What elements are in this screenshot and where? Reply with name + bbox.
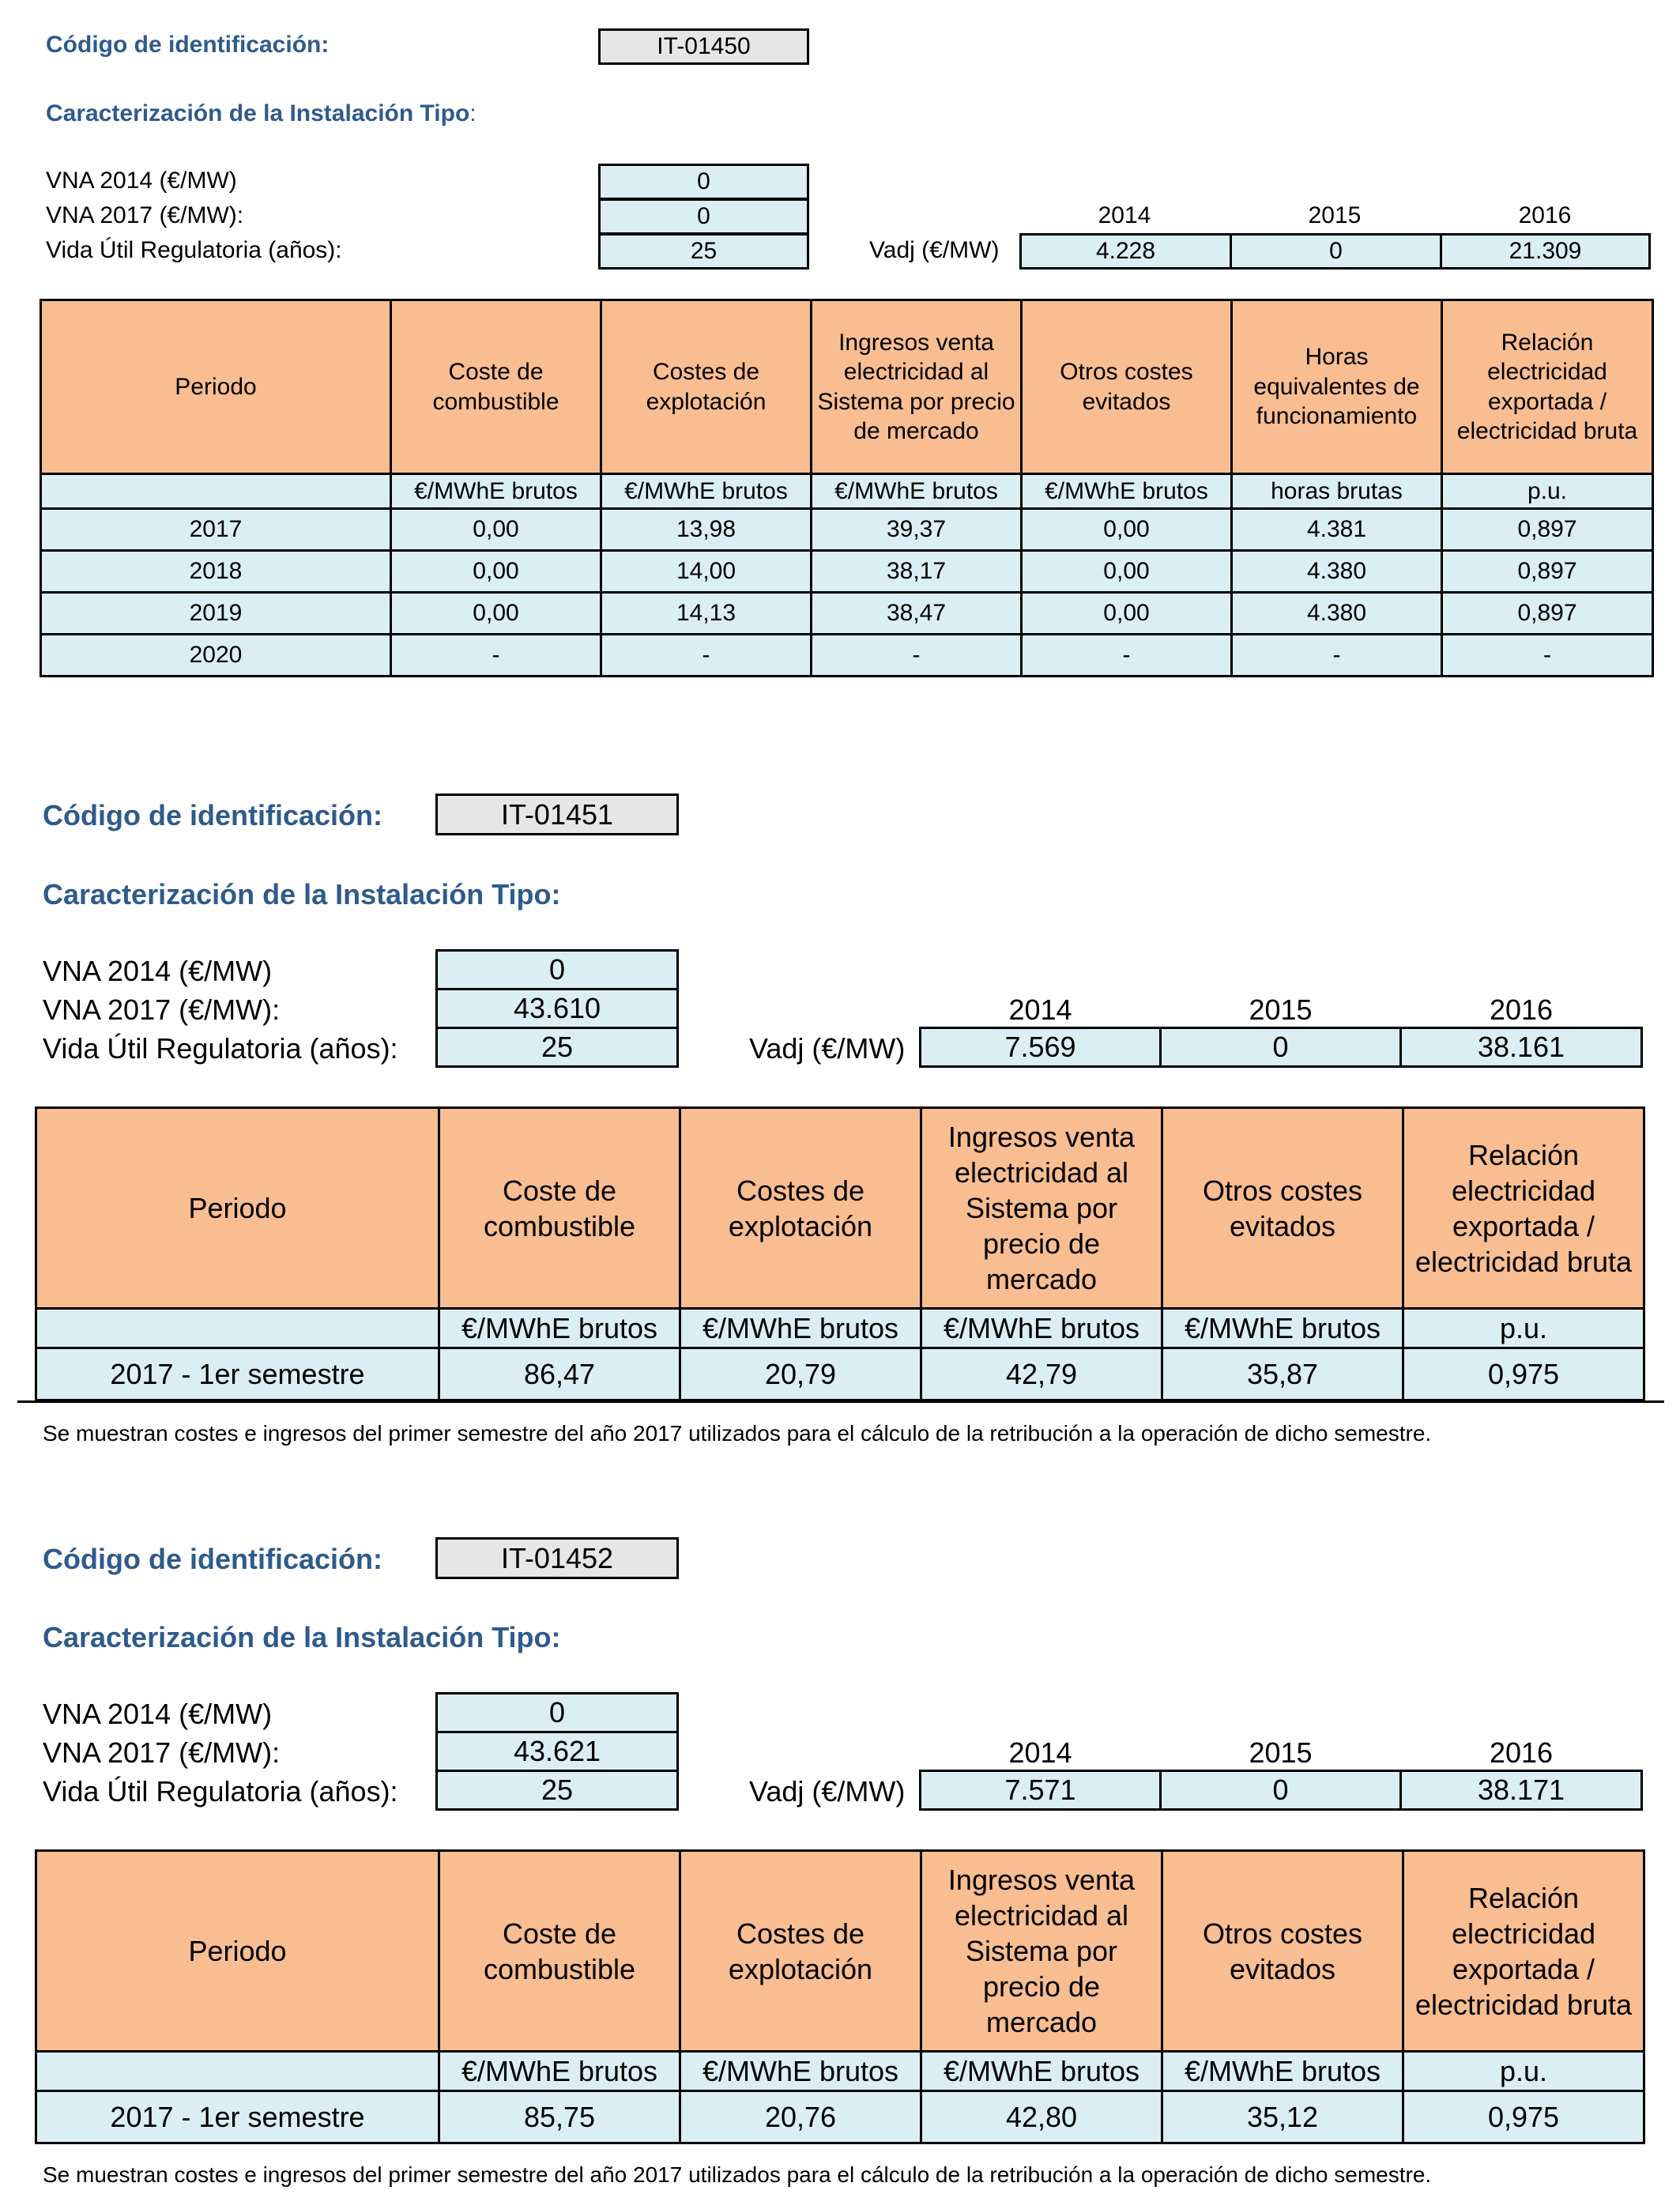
table-cell: 14,00 (601, 551, 812, 593)
vadj-2014-value: 7.569 (919, 1027, 1162, 1068)
vna2014-label: VNA 2014 (€/MW) (46, 168, 237, 194)
caracterizacion-label (46, 100, 477, 127)
table-cell: - (1442, 635, 1653, 677)
table-cell: 0,975 (1403, 1348, 1644, 1400)
vna2017-value: 0 (598, 198, 809, 235)
table-row (41, 635, 1653, 677)
units-row (36, 1309, 1644, 1348)
vadj-label: Vadj (€/MW) (869, 237, 1000, 263)
table-row (41, 509, 1653, 551)
data-table (35, 1849, 1645, 2144)
vadj-2014-value: 4.228 (1019, 233, 1232, 270)
table-row (41, 551, 1653, 593)
vadj-2015-value: 0 (1159, 1027, 1402, 1068)
col-periodo: Periodo (36, 1108, 439, 1309)
col-coste-combustible: Coste de combustible (439, 1851, 680, 2052)
table-cell: 0,897 (1442, 593, 1653, 635)
header-row (36, 1851, 1644, 2052)
codigo-value: IT-01451 (435, 794, 679, 835)
table-cell: 38,17 (812, 551, 1022, 593)
vida-value: 25 (435, 1770, 679, 1811)
table-cell: 38,47 (812, 593, 1022, 635)
table-row (36, 1348, 1644, 1400)
table-row (41, 593, 1653, 635)
unit-cell: €/MWhE brutos (601, 474, 812, 509)
table-cell: 42,80 (921, 2091, 1162, 2143)
table-cell: - (391, 635, 601, 677)
table-cell: - (1232, 635, 1442, 677)
unit-cell: horas brutas (1232, 474, 1442, 509)
vna2014-value: 0 (435, 1692, 679, 1733)
col-relacion-electricidad: Relación electricidad exportada / electricidad bruta (1403, 1108, 1644, 1309)
col-costes-explotacion: Costes de explotación (680, 1108, 921, 1309)
year-2015: 2015 (1308, 202, 1362, 228)
vida-value: 25 (435, 1027, 679, 1068)
unit-cell: p.u. (1442, 474, 1653, 509)
col-ingresos-venta: Ingresos venta electricidad al Sistema por precio de mercado (812, 300, 1022, 474)
caracterizacion-colon: : (469, 100, 477, 126)
year-2015: 2015 (1249, 993, 1313, 1026)
vida-value: 25 (598, 233, 809, 270)
note-text: Se muestran costes e ingresos del primer semestre del año 2017 utilizados para el cálculo de la retribución a la operación de dicho semestre. (43, 1421, 1432, 1446)
vna2017-label: VNA 2017 (€/MW): (43, 1736, 281, 1769)
col-coste-combustible: Coste de combustible (391, 300, 601, 474)
unit-cell: €/MWhE brutos (391, 474, 601, 509)
vna2014-value: 0 (435, 949, 679, 990)
year-2016: 2016 (1489, 1736, 1554, 1769)
table-row (36, 2091, 1644, 2143)
table-cell: 4.380 (1232, 551, 1442, 593)
col-ingresos-venta: Ingresos venta electricidad al Sistema por precio de mercado (921, 1851, 1162, 2052)
caracterizacion-text: Caracterización de la Instalación Tipo (43, 878, 552, 910)
units-row (41, 474, 1653, 509)
table-cell: 2020 (41, 635, 391, 677)
col-coste-combustible: Coste de combustible (439, 1108, 680, 1309)
caracterizacion-label (43, 878, 561, 911)
vna2017-value: 43.621 (435, 1731, 679, 1772)
note-text: Se muestran costes e ingresos del primer semestre del año 2017 utilizados para el cálculo de la retribución a la operación de dicho semestre. (43, 2162, 1432, 2187)
table-cell: - (601, 635, 812, 677)
codigo-label: Código de identificación: (46, 32, 330, 58)
table-cell: 0,00 (1022, 593, 1232, 635)
unit-cell (41, 474, 391, 509)
table-cell: 35,87 (1162, 1348, 1403, 1400)
vna2017-value: 43.610 (435, 988, 679, 1029)
page-separator-line (17, 1400, 1664, 1403)
vida-label: Vida Útil Regulatoria (años): (43, 1775, 398, 1808)
header-row (41, 300, 1653, 474)
unit-cell: p.u. (1403, 2052, 1644, 2091)
table-cell: 14,13 (601, 593, 812, 635)
unit-cell: €/MWhE brutos (1022, 474, 1232, 509)
table-cell: 4.380 (1232, 593, 1442, 635)
vna2014-label: VNA 2014 (€/MW) (43, 955, 273, 987)
table-cell: 13,98 (601, 509, 812, 551)
table-cell: 0,00 (391, 509, 601, 551)
table-cell: 0,975 (1403, 2091, 1644, 2143)
col-periodo: Periodo (41, 300, 391, 474)
unit-cell (36, 2052, 439, 2091)
vida-label: Vida Útil Regulatoria (años): (46, 237, 342, 263)
table-cell: 0,00 (1022, 551, 1232, 593)
vadj-2014-value: 7.571 (919, 1770, 1162, 1811)
year-2014: 2014 (1008, 1736, 1072, 1769)
col-horas-equivalentes: Horas equivalentes de funcionamiento (1232, 300, 1442, 474)
table-cell: 42,79 (921, 1348, 1162, 1400)
unit-cell: €/MWhE brutos (439, 2052, 680, 2091)
table-cell: 2017 (41, 509, 391, 551)
col-costes-explotacion: Costes de explotación (680, 1851, 921, 2052)
table-cell: 35,12 (1162, 2091, 1403, 2143)
col-otros-costes: Otros costes evitados (1162, 1851, 1403, 2052)
caracterizacion-text: Caracterización de la Instalación Tipo (43, 1621, 552, 1653)
col-otros-costes: Otros costes evitados (1162, 1108, 1403, 1309)
year-2016: 2016 (1489, 993, 1554, 1026)
caracterizacion-text: Caracterización de la Instalación Tipo (46, 100, 470, 126)
header-row (36, 1108, 1644, 1309)
vna2014-label: VNA 2014 (€/MW) (43, 1698, 273, 1730)
vadj-label: Vadj (€/MW) (749, 1032, 906, 1065)
table-cell: 39,37 (812, 509, 1022, 551)
unit-cell: €/MWhE brutos (921, 2052, 1162, 2091)
vna2014-value: 0 (598, 164, 809, 200)
unit-cell: €/MWhE brutos (1162, 1309, 1403, 1348)
unit-cell: €/MWhE brutos (439, 1309, 680, 1348)
unit-cell: €/MWhE brutos (921, 1309, 1162, 1348)
year-2014: 2014 (1008, 993, 1072, 1026)
table-cell: 0,00 (391, 551, 601, 593)
unit-cell (36, 1309, 439, 1348)
col-otros-costes: Otros costes evitados (1022, 300, 1232, 474)
vadj-2016-value: 21.309 (1440, 233, 1651, 270)
unit-cell: p.u. (1403, 1309, 1644, 1348)
col-ingresos-venta: Ingresos venta electricidad al Sistema por precio de mercado (921, 1108, 1162, 1309)
table-cell: 20,79 (680, 1348, 921, 1400)
table-cell: 0,00 (1022, 509, 1232, 551)
table-cell: 0,897 (1442, 509, 1653, 551)
table-cell: - (812, 635, 1022, 677)
codigo-value: IT-01452 (435, 1537, 679, 1579)
year-2015: 2015 (1249, 1736, 1313, 1769)
vadj-2015-value: 0 (1230, 233, 1442, 270)
data-table (40, 299, 1654, 677)
table-cell: 86,47 (439, 1348, 680, 1400)
codigo-label: Código de identificación: (43, 799, 382, 831)
vna2017-label: VNA 2017 (€/MW): (46, 202, 244, 228)
table-cell: 0,897 (1442, 551, 1653, 593)
caracterizacion-colon: : (551, 1621, 561, 1653)
vadj-2015-value: 0 (1159, 1770, 1402, 1811)
col-costes-explotacion: Costes de explotación (601, 300, 812, 474)
year-2014: 2014 (1098, 202, 1151, 228)
table-cell: 2019 (41, 593, 391, 635)
table-cell: - (1022, 635, 1232, 677)
unit-cell: €/MWhE brutos (812, 474, 1022, 509)
codigo-label: Código de identificación: (43, 1543, 382, 1575)
caracterizacion-label (43, 1621, 561, 1654)
vadj-label: Vadj (€/MW) (749, 1775, 906, 1808)
table-cell: 4.381 (1232, 509, 1442, 551)
units-row (36, 2052, 1644, 2091)
data-table (35, 1106, 1645, 1401)
table-cell: 85,75 (439, 2091, 680, 2143)
table-cell: 0,00 (391, 593, 601, 635)
vadj-2016-value: 38.171 (1399, 1770, 1643, 1811)
unit-cell: €/MWhE brutos (1162, 2052, 1403, 2091)
caracterizacion-colon: : (551, 878, 561, 910)
table-cell: 20,76 (680, 2091, 921, 2143)
vida-label: Vida Útil Regulatoria (años): (43, 1032, 398, 1065)
codigo-value: IT-01450 (598, 28, 809, 65)
unit-cell: €/MWhE brutos (680, 1309, 921, 1348)
vna2017-label: VNA 2017 (€/MW): (43, 993, 281, 1026)
col-periodo: Periodo (36, 1851, 439, 2052)
year-2016: 2016 (1518, 202, 1572, 228)
table-cell: 2017 - 1er semestre (36, 2091, 439, 2143)
table-cell: 2018 (41, 551, 391, 593)
vadj-2016-value: 38.161 (1399, 1027, 1643, 1068)
unit-cell: €/MWhE brutos (680, 2052, 921, 2091)
col-relacion-electricidad: Relación electricidad exportada / electricidad bruta (1442, 300, 1653, 474)
table-cell: 2017 - 1er semestre (36, 1348, 439, 1400)
col-relacion-electricidad: Relación electricidad exportada / electricidad bruta (1403, 1851, 1644, 2052)
